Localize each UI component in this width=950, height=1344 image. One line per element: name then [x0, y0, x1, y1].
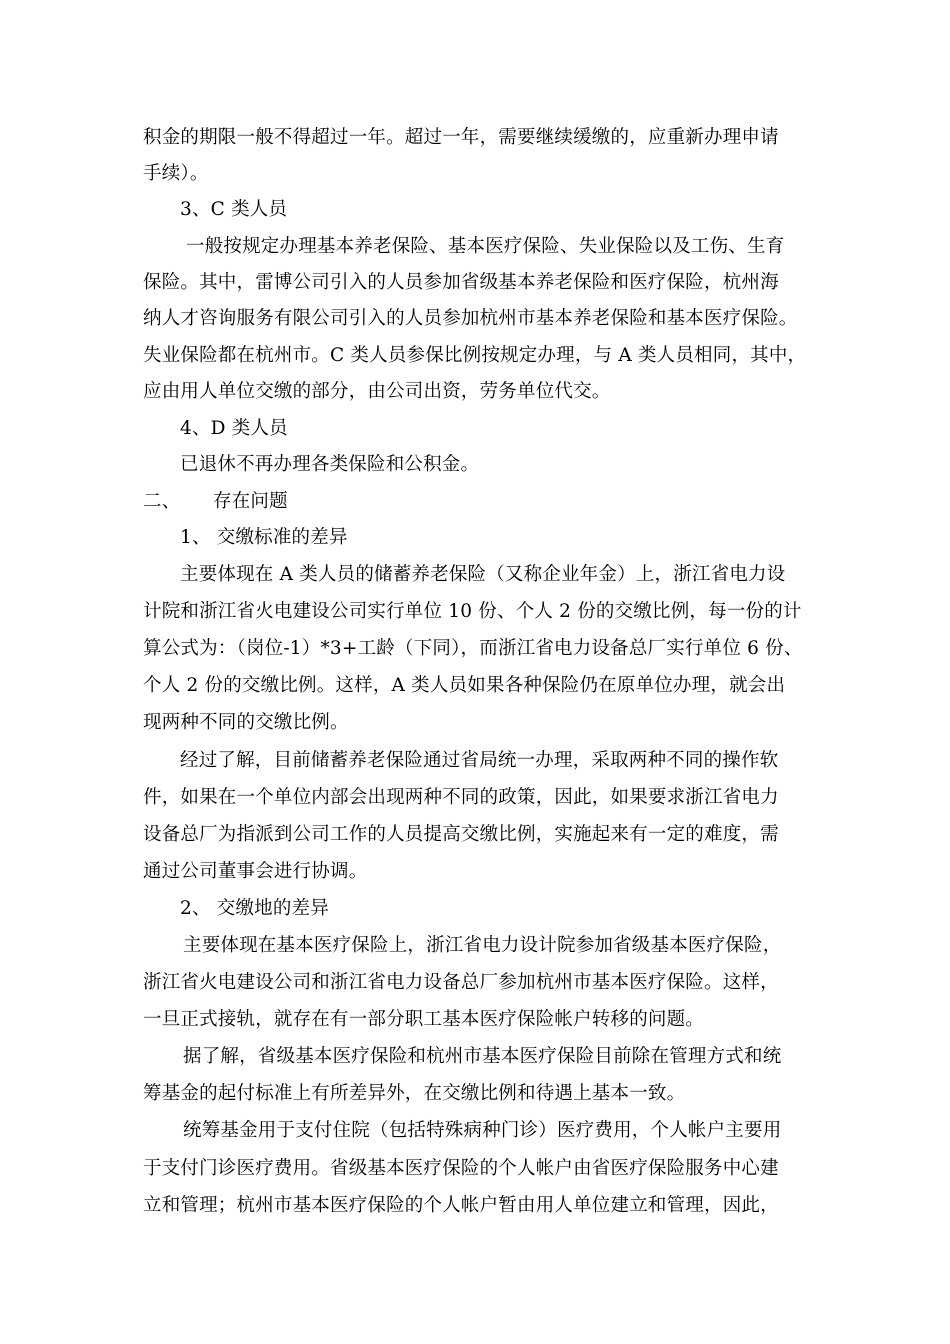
- text-line: 统筹基金用于支付住院（包括特殊病种门诊）医疗费用，个人帐户主要用: [183, 1120, 782, 1141]
- text-line: 纳人才咨询服务有限公司引入的人员参加杭州市基本养老保险和基本医疗保险。: [143, 308, 798, 329]
- text-line: 积金的期限一般不得超过一年。超过一年，需要继续缓缴的，应重新办理申请: [143, 127, 779, 148]
- text-line: 筹基金的起付标准上有所差异外，在交缴比例和待遇上基本一致。: [143, 1083, 686, 1104]
- section-title: 存在问题: [213, 491, 288, 512]
- subsection-heading: 2、 交缴地的差异: [180, 898, 329, 919]
- text-line: 经过了解，目前储蓄养老保险通过省局统一办理，采取两种不同的操作软: [180, 750, 779, 771]
- text-line: 浙江省火电建设公司和浙江省电力设备总厂参加杭州市基本医疗保险。这样，: [143, 972, 779, 993]
- section-heading: 4、D 类人员: [180, 418, 288, 439]
- text-line: 主要体现在 A 类人员的储蓄养老保险（又称企业年金）上，浙江省电力设: [180, 564, 786, 585]
- text-line: 据了解，省级基本医疗保险和杭州市基本医疗保险目前除在管理方式和统: [183, 1046, 782, 1067]
- text-line: 保险。其中，雷博公司引入的人员参加省级基本养老保险和医疗保险，杭州海: [143, 272, 779, 293]
- text-line: 一旦正式接轨，就存在有一部分职工基本医疗保险帐户转移的问题。: [143, 1009, 705, 1030]
- section-number: 二、: [143, 491, 181, 512]
- text-line: 计院和浙江省火电建设公司实行单位 10 份、个人 2 份的交缴比例，每一份的计: [143, 601, 802, 622]
- text-line: 一般按规定办理基本养老保险、基本医疗保险、失业保险以及工伤、生育: [186, 236, 785, 257]
- text-line: 主要体现在基本医疗保险上，浙江省电力设计院参加省级基本医疗保险，: [183, 935, 782, 956]
- text-line: 现两种不同的交缴比例。: [143, 712, 349, 733]
- text-line: 通过公司董事会进行协调。: [143, 861, 368, 882]
- text-line: 算公式为：（岗位-1）*3+工龄（下同），而浙江省电力设备总厂实行单位 6 份、: [143, 638, 803, 659]
- text-line: 个人 2 份的交缴比例。这样，A 类人员如果各种保险仍在原单位办理，就会出: [143, 675, 786, 696]
- text-line: 失业保险都在杭州市。C 类人员参保比例按规定办理，与 A 类人员相同，其中，: [143, 345, 807, 366]
- text-line: 立和管理；杭州市基本医疗保险的个人帐户暂由用人单位建立和管理，因此，: [143, 1195, 779, 1216]
- section-heading: 3、C 类人员: [180, 199, 288, 220]
- text-line: 设备总厂为指派到公司工作的人员提高交缴比例，实施起来有一定的难度，需: [143, 824, 779, 845]
- subsection-heading: 1、 交缴标准的差异: [180, 527, 348, 548]
- text-line: 件，如果在一个单位内部会出现两种不同的政策，因此，如果要求浙江省电力: [143, 787, 779, 808]
- text-line: 手续）。: [143, 163, 209, 184]
- text-line: 已退休不再办理各类保险和公积金。: [180, 454, 480, 475]
- text-line: 于支付门诊医疗费用。省级基本医疗保险的个人帐户由省医疗保险服务中心建: [143, 1158, 779, 1179]
- text-line: 应由用人单位交缴的部分，由公司出资，劳务单位代交。: [143, 381, 611, 402]
